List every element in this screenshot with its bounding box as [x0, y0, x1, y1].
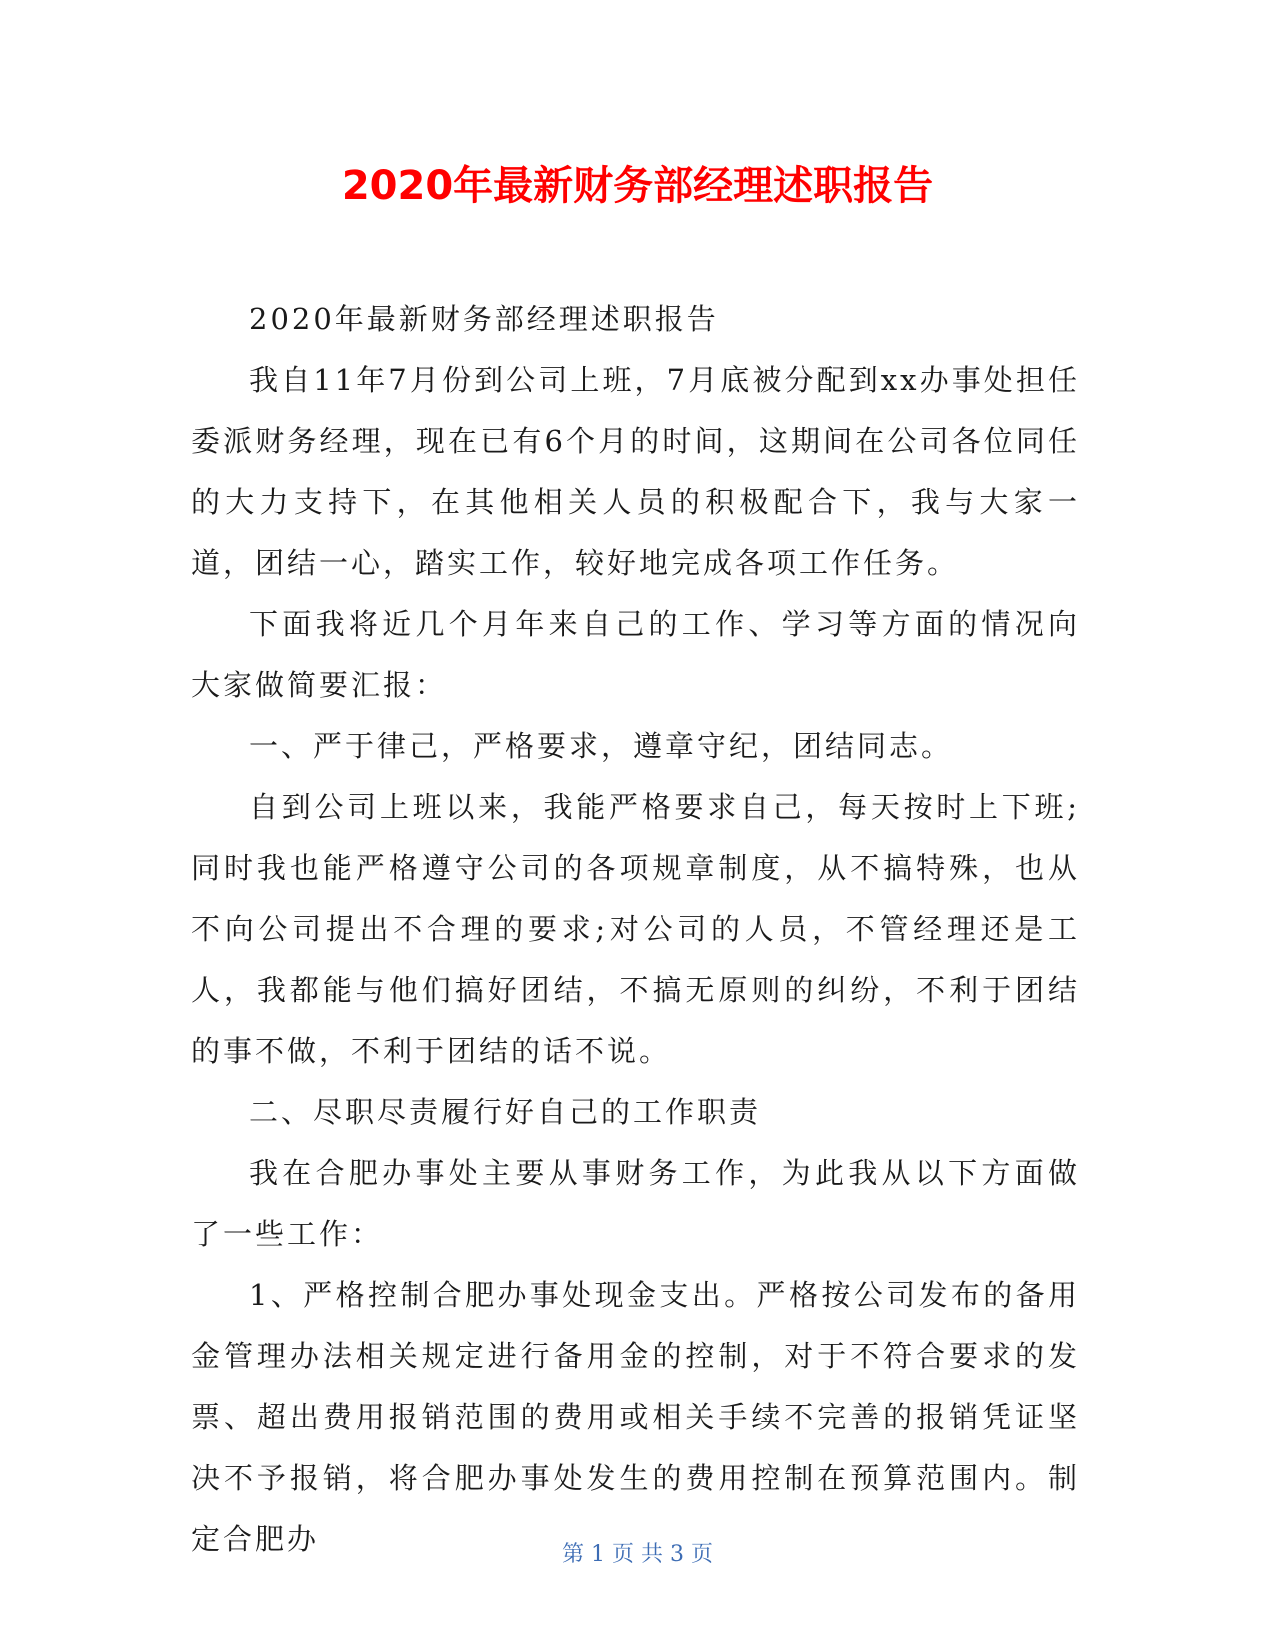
- body-paragraph: 1、严格控制合肥办事处现金支出。严格按公司发布的备用金管理办法相关规定进行备用金的控制，对于不符合要求的发票、超出费用报销范围的费用或相关手续不完善的报销凭证坚决不予报销，将合肥办事处发生的费用控制在预算范围内。制定合肥办: [191, 1278, 1080, 1556]
- page-number: 第 1 页 共 3 页: [562, 1542, 713, 1567]
- body-paragraph: 下面我将近几个月年来自己的工作、学习等方面的情况向大家做简要汇报：: [191, 607, 1080, 702]
- body-paragraph: 2020年最新财务部经理述职报告: [249, 302, 719, 336]
- body-paragraph: 我自11年7月份到公司上班，7月底被分配到xx办事处担任委派财务经理，现在已有6个月的时间，这期间在公司各位同任的大力支持下，在其他相关人员的积极配合下，我与大家一道，团结一心，踏实工作，较好地完成各项工作任务。: [191, 363, 1080, 580]
- section-heading: 二、尽职尽责履行好自己的工作职责: [249, 1095, 762, 1129]
- document-body: [191, 289, 1080, 1570]
- body-paragraph: 我在合肥办事处主要从事财务工作，为此我从以下方面做了一些工作：: [191, 1156, 1080, 1251]
- document-title: 2020年最新财务部经理述职报告: [341, 163, 934, 209]
- body-paragraph: 自到公司上班以来，我能严格要求自己，每天按时上下班;同时我也能严格遵守公司的各项规章制度，从不搞特殊，也从不向公司提出不合理的要求;对公司的人员，不管经理还是工人，我都能与他们搞好团结，不搞无原则的纠纷，不利于团结的事不做，不利于团结的话不说。: [191, 790, 1080, 1068]
- section-heading: 一、严于律己，严格要求，遵章守纪，团结同志。: [249, 729, 954, 763]
